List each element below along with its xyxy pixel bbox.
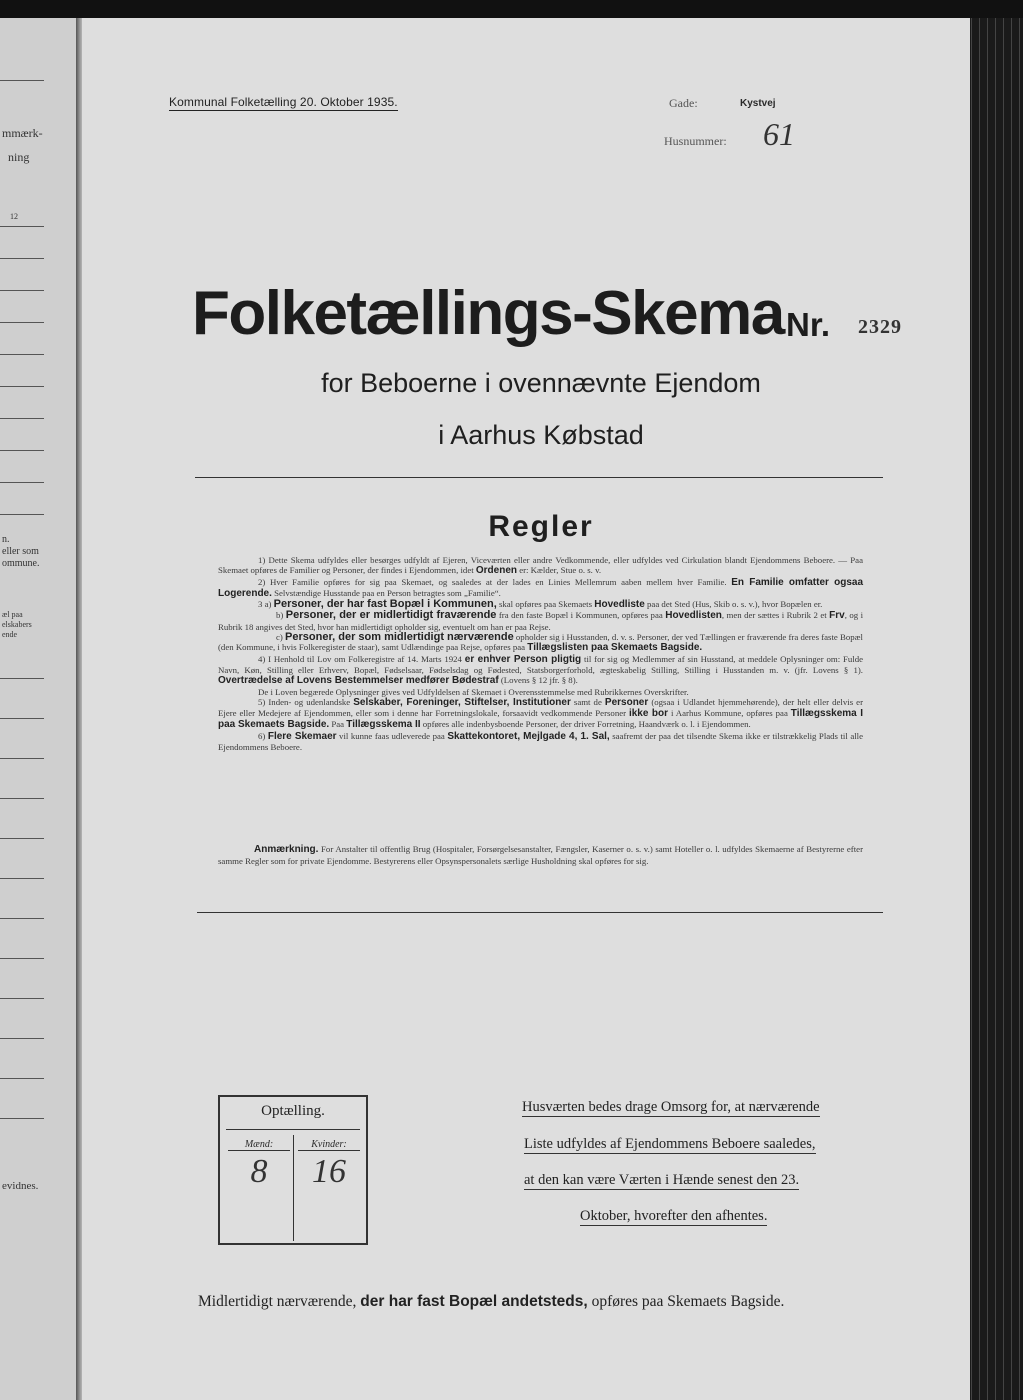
rule-1: 1) Dette Skema udfyldes eller besørges udfyldt af Ejeren, Viceværten eller andre Vedkommende, eller udfyldes ved Cirkulation blandt Ejendommens Beboere. — Paa Skemaet opføres de Familier og Personer, der findes i Ejendommen, idet Ordenen er: Kælder, Stue o. s. v. <box>218 555 863 577</box>
rule-2: 2) Hver Familie opføres for sig paa Skemaet, og saaledes at der lades en Linies Mellemrum aaben mellem hver Familie. En Familie omfatter ogsaa Logerende. Selvstændige Husstande paa en Person betragtes som „Familie“. <box>218 576 864 599</box>
husnummer-value: 61 <box>763 116 795 152</box>
fragment: eller som <box>2 546 39 557</box>
divider <box>0 1078 44 1079</box>
fragment: ende <box>2 630 18 639</box>
men-label: Mænd: <box>228 1139 290 1151</box>
rule-3a: 3 a) Personer, der har fast Bopæl i Kommunen, skal opføres paa Skemaets Hovedliste paa det Sted (Hus, Skib o. s. v.), hvor Bopælen er. <box>258 598 823 611</box>
gade-label: Gade: <box>669 96 698 110</box>
remark <box>218 844 863 867</box>
divider <box>0 998 44 999</box>
gade-value: Kystvej <box>740 98 776 109</box>
footer-text: opføres paa Skemaets Bagside. <box>591 1293 785 1310</box>
women-count: 16 <box>312 1153 346 1190</box>
divider <box>0 226 44 227</box>
divider <box>195 477 883 478</box>
notice-line: at den kan være Værten i Hænde senest den 23. <box>524 1172 800 1188</box>
fragment: ning <box>8 150 30 164</box>
fragment: æl paa <box>2 610 23 619</box>
divider <box>0 418 44 419</box>
page-stack-edge <box>968 18 1023 1400</box>
divider <box>0 290 44 291</box>
divider <box>0 918 44 919</box>
rule-3b: b) Personer, der er midlertidigt fraværende fra den faste Bopæl i Kommunen, opføres paa Hovedlisten, men der sættes i Rubrik 2 et Frv, og i Rubrik 18 angives det Sted, hvor han midlertidigt opholder sig, eventuelt om han er paa Rejse. <box>218 609 864 632</box>
form-subtitle: for Beboerne i ovennævnte Ejendom <box>321 368 761 398</box>
footer-bold-text: der har fast Bopæl andetsteds, <box>360 1293 588 1310</box>
fragment: mmærk- <box>2 126 43 140</box>
fragment: evidnes. <box>2 1180 39 1192</box>
fragment: elskabers <box>2 620 32 629</box>
previous-page-edge <box>0 18 78 1400</box>
notice-line: Oktober, hvorefter den afhentes. <box>580 1208 768 1224</box>
divider <box>0 718 44 719</box>
divider <box>0 354 44 355</box>
notice-line: Husværten bedes drage Omsorg for, at nærværende <box>522 1099 820 1115</box>
footer-note <box>198 1293 784 1311</box>
divider <box>0 482 44 483</box>
remark-text: For Anstalter til offentlig Brug (Hospitaler, Forsørgelsesanstalter, Fængsler, Kaserner o. s. v.) samt Hoteller o. l. udfyldes Skemaerne af Bestyrerne efter samme Regler som for private Ejendomme. Bestyrerens eller Opsynspersonalets særlige Husholdning skal opføres for sig. <box>218 844 863 866</box>
divider <box>0 838 44 839</box>
fragment: 12 <box>10 212 18 221</box>
divider <box>0 258 44 259</box>
men-count: 8 <box>250 1153 268 1190</box>
divider <box>0 958 44 959</box>
tally-title: Optælling. <box>261 1103 325 1119</box>
rules-heading: Regler <box>488 510 594 543</box>
divider <box>0 1118 44 1119</box>
divider <box>0 1038 44 1039</box>
form-number-value: 2329 <box>858 316 902 338</box>
rule-5: 5) Inden- og udenlandske Selskaber, Foreninger, Stiftelser, Institutioner samt de Personer (ogsaa i Udlandet hjemmehørende), der helt eller delvis er Ejere eller Medejere af Ejendommen, eller som i denne har Forretningslokale, forsaavidt vedkommende Personer ikke bor i Aarhus Kommune, opføres paa Tillægsskema I paa Skemaets Bagside. Paa Tillægsskema II opføres alle indenbysboende Personer, der driver Forretning, Haandværk o. l. i Ejendommen. <box>218 696 863 731</box>
rules-text <box>218 555 863 752</box>
divider <box>226 1129 360 1130</box>
rule-3c: c) Personer, der som midlertidigt nærværende opholder sig i Husstanden, d. v. s. Personer, der ved Tællingen er fraværende fra deres faste Bopæl (den Kommune, i hvis Folkeregister de staar), samt Udlændinge paa Rejse, opføres paa Tillægslisten paa Skemaets Bagside. <box>218 631 863 654</box>
form-title: Folketællings-Skema <box>192 279 784 348</box>
fragment: ommune. <box>2 558 40 569</box>
tally-box <box>218 1095 368 1245</box>
divider <box>0 798 44 799</box>
remark-lead: Anmærkning. <box>254 844 319 855</box>
rule-6: 6) Flere Skemaer vil kunne faas udleverede paa Skattekontoret, Mejlgade 4, 1. Sal, saafremt der paa det tilsendte Skema ikke er tilstrækkelig Plads til alle Ejendommens Beboere. <box>218 730 864 753</box>
form-number-label: Nr. <box>786 306 831 343</box>
footer-text: Midlertidigt nærværende, <box>198 1293 357 1310</box>
census-title: Kommunal Folketælling 20. Oktober 1935. <box>169 95 398 109</box>
women-label: Kvinder: <box>298 1139 360 1151</box>
rule-4b: De i Loven begærede Oplysninger gives ved Udfyldelsen af Skemaet i Overensstemmelse med Rubrikkernes Overskrifter. <box>258 686 689 697</box>
divider <box>0 322 44 323</box>
rule-4: 4) I Henhold til Lov om Folkeregistre af 14. Marts 1924 er enhver Person pligtig til for sig og Medlemmer af sin Husstand, at meddele Oplysninger om: Fulde Navn, Køn, Stilling eller Erhverv, Bopæl, Fødselsaar, Fødselsdag og Fødested, Statsborgerforhold, ægteskabelig Stilling, Stilling i Husstanden m. v. (jfr. Lovens § 1). Overtrædelse af Lovens Bestemmelser medfører Bødestraf (Lovens § 12 jfr. § 8). <box>218 653 864 687</box>
form-subtitle-city: i Aarhus Købstad <box>438 420 644 450</box>
husnummer-label: Husnummer: <box>664 134 727 148</box>
divider <box>293 1135 294 1241</box>
divider <box>197 912 883 913</box>
divider <box>0 80 44 81</box>
divider <box>0 758 44 759</box>
notice-line: Liste udfyldes af Ejendommens Beboere saaledes, <box>524 1136 816 1152</box>
fragment: n. <box>2 534 10 545</box>
divider <box>0 878 44 879</box>
divider <box>0 678 44 679</box>
